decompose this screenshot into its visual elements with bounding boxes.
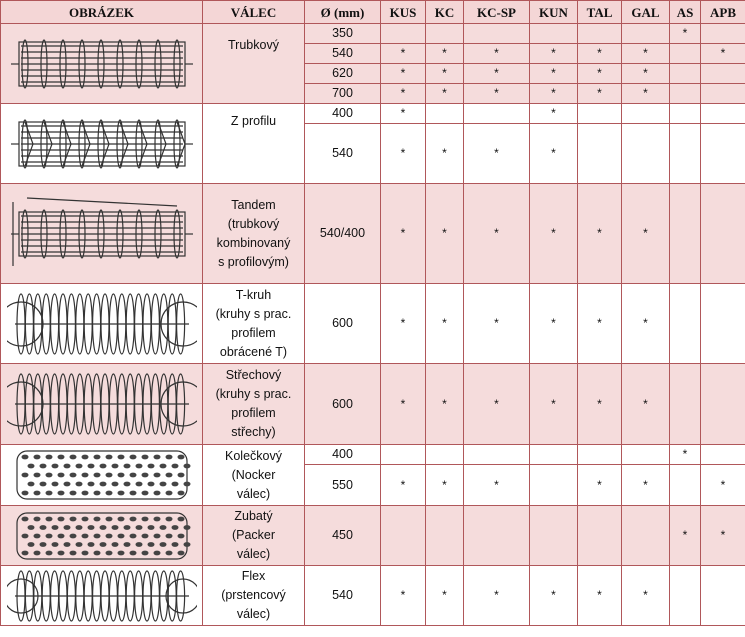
diameter-cell: 540 [305, 44, 381, 64]
compatibility-mark-kun: * [530, 184, 578, 284]
compatibility-mark-kun: * [530, 84, 578, 104]
roller-image-cell [1, 24, 203, 104]
compatibility-mark-as [670, 44, 701, 64]
roof-ring-roller-icon [7, 365, 197, 443]
tube-roller-icon [7, 27, 197, 101]
roller-name-line: Trubkový [228, 38, 279, 52]
compatibility-mark-kun [530, 24, 578, 44]
table-row [1, 506, 745, 566]
compatibility-mark-kun [530, 506, 578, 566]
compatibility-mark-apb [701, 184, 745, 284]
compatibility-mark-kc [426, 506, 464, 566]
compatibility-mark-apb [701, 64, 745, 84]
compatibility-mark-kus: * [381, 364, 426, 445]
compatibility-mark-kus: * [381, 284, 426, 364]
compatibility-mark-apb [701, 284, 745, 364]
compatibility-mark-kc: * [426, 84, 464, 104]
diameter-cell: 540/400 [305, 184, 381, 284]
roller-name-cell [203, 104, 305, 184]
compatibility-mark-kus: * [381, 184, 426, 284]
compatibility-mark-apb [701, 445, 745, 465]
tandem-roller-icon [7, 185, 197, 283]
compatibility-mark-gal [622, 24, 670, 44]
compatibility-mark-kus [381, 506, 426, 566]
compatibility-mark-kc-sp: * [464, 84, 530, 104]
roller-name-line: kombinovaný [216, 235, 291, 250]
roller-name-cell [203, 445, 305, 506]
compatibility-mark-gal [622, 445, 670, 465]
header-kus: KUS [381, 1, 426, 24]
compatibility-mark-apb [701, 364, 745, 445]
header-kun: KUN [530, 1, 578, 24]
compatibility-mark-gal: * [622, 284, 670, 364]
header-row [1, 1, 745, 24]
compatibility-mark-kus: * [381, 104, 426, 124]
roller-name-cell [203, 364, 305, 445]
roller-name-line: profilem [231, 406, 276, 420]
compatibility-mark-kun: * [530, 64, 578, 84]
compatibility-mark-as [670, 566, 701, 626]
compatibility-mark-gal [622, 124, 670, 184]
roller-image-cell [1, 284, 203, 364]
compatibility-mark-kus [381, 24, 426, 44]
header-gal: GAL [622, 1, 670, 24]
compatibility-mark-kus: * [381, 84, 426, 104]
roller-name-cell [203, 24, 305, 104]
compatibility-mark-kc: * [426, 566, 464, 626]
compatibility-mark-kc-sp: * [464, 184, 530, 284]
header-kc: KC [426, 1, 464, 24]
compatibility-mark-kus: * [381, 566, 426, 626]
compatibility-mark-tal [578, 24, 622, 44]
table-row [1, 284, 745, 364]
compatibility-mark-kc: * [426, 44, 464, 64]
compatibility-mark-as [670, 184, 701, 284]
header-kc-sp: KC-SP [464, 1, 530, 24]
roller-name-line: střechy) [231, 425, 276, 439]
compatibility-mark-kc-sp [464, 24, 530, 44]
roller-name-line: s profilovým) [218, 254, 289, 269]
roller-name-line: (kruhy s prac. [215, 306, 292, 321]
compatibility-mark-apb [701, 24, 745, 44]
roller-name-line: Zubatý [234, 509, 273, 523]
compatibility-mark-tal: * [578, 364, 622, 445]
compatibility-mark-kc-sp: * [464, 465, 530, 506]
compatibility-mark-kc-sp: * [464, 44, 530, 64]
packer-roller-icon [7, 507, 197, 565]
diameter-cell: 700 [305, 84, 381, 104]
roller-name-line: Střechový [225, 368, 282, 382]
compatibility-mark-kc [426, 24, 464, 44]
compatibility-mark-kc: * [426, 465, 464, 506]
compatibility-mark-kun: * [530, 104, 578, 124]
compatibility-mark-kc: * [426, 284, 464, 364]
compatibility-mark-kc-sp: * [464, 64, 530, 84]
roller-name-line: Flex [241, 569, 266, 583]
compatibility-mark-apb: * [701, 465, 745, 506]
compatibility-mark-tal [578, 104, 622, 124]
compatibility-mark-kc-sp: * [464, 284, 530, 364]
compatibility-mark-tal: * [578, 465, 622, 506]
compatibility-mark-kc: * [426, 364, 464, 445]
compatibility-mark-tal [578, 445, 622, 465]
compatibility-mark-kc [426, 445, 464, 465]
roller-name-cell [203, 506, 305, 566]
compatibility-mark-kus: * [381, 465, 426, 506]
roller-name-line: válec) [236, 607, 271, 621]
compatibility-mark-gal [622, 506, 670, 566]
diameter-cell: 600 [305, 364, 381, 445]
diameter-cell: 400 [305, 445, 381, 465]
compatibility-mark-tal [578, 506, 622, 566]
diameter-cell: 540 [305, 124, 381, 184]
table-row [1, 566, 745, 626]
roller-name-line: obrácené T) [219, 344, 288, 359]
compatibility-mark-apb: * [701, 44, 745, 64]
compatibility-mark-gal: * [622, 465, 670, 506]
roller-name-line: Kolečkový [225, 448, 282, 463]
table-row [1, 445, 745, 465]
roller-name-line: profilem [231, 325, 276, 340]
compatibility-mark-kun: * [530, 566, 578, 626]
header-diameter: Ø (mm) [305, 1, 381, 24]
header-apb: APB [701, 1, 745, 24]
compatibility-mark-kun [530, 445, 578, 465]
compatibility-mark-as: * [670, 445, 701, 465]
roller-name-line: (prstencový [221, 588, 286, 602]
diameter-cell: 450 [305, 506, 381, 566]
compatibility-mark-kc-sp [464, 104, 530, 124]
compatibility-mark-kc: * [426, 184, 464, 284]
compatibility-mark-kc-sp: * [464, 566, 530, 626]
compatibility-mark-as: * [670, 24, 701, 44]
compatibility-mark-apb [701, 566, 745, 626]
roller-name-cell [203, 566, 305, 626]
roller-name-line: (kruhy s prac. [215, 387, 292, 401]
compatibility-mark-tal [578, 124, 622, 184]
compatibility-mark-kun: * [530, 44, 578, 64]
roller-name-line: (trubkový [227, 216, 280, 231]
roller-image-cell [1, 506, 203, 566]
compatibility-mark-kc [426, 104, 464, 124]
compatibility-mark-as [670, 284, 701, 364]
compatibility-mark-as [670, 64, 701, 84]
compatibility-mark-as [670, 124, 701, 184]
diameter-cell: 620 [305, 64, 381, 84]
compatibility-mark-kc: * [426, 124, 464, 184]
header-as: AS [670, 1, 701, 24]
compatibility-mark-kc-sp: * [464, 364, 530, 445]
compatibility-mark-as [670, 465, 701, 506]
roller-name-cell [203, 284, 305, 364]
roller-name-line: válec) [236, 547, 271, 561]
roller-name-line: Tandem [231, 197, 276, 212]
compatibility-mark-kc-sp [464, 506, 530, 566]
compatibility-mark-apb [701, 104, 745, 124]
diameter-cell: 350 [305, 24, 381, 44]
compatibility-mark-as: * [670, 506, 701, 566]
nocker-roller-icon [7, 445, 197, 505]
diameter-cell: 600 [305, 284, 381, 364]
compatibility-mark-kus: * [381, 44, 426, 64]
compatibility-mark-kun: * [530, 124, 578, 184]
compatibility-mark-gal: * [622, 184, 670, 284]
compatibility-mark-kun: * [530, 364, 578, 445]
compatibility-mark-gal: * [622, 364, 670, 445]
roller-name-line: válec) [236, 486, 271, 501]
roller-image-cell [1, 184, 203, 284]
roller-image-cell [1, 566, 203, 626]
roller-image-cell [1, 445, 203, 506]
compatibility-mark-as [670, 84, 701, 104]
compatibility-mark-kus: * [381, 64, 426, 84]
roller-name-line: Z profilu [230, 114, 277, 128]
compatibility-mark-gal: * [622, 64, 670, 84]
compatibility-mark-kun [530, 465, 578, 506]
compatibility-mark-tal: * [578, 44, 622, 64]
roller-image-cell [1, 364, 203, 445]
table-row [1, 24, 745, 44]
compatibility-mark-as [670, 364, 701, 445]
compatibility-mark-gal: * [622, 566, 670, 626]
compatibility-mark-gal [622, 104, 670, 124]
compatibility-mark-tal: * [578, 184, 622, 284]
compatibility-mark-kc: * [426, 64, 464, 84]
header-valec: VÁLEC [203, 1, 305, 24]
roller-name-cell [203, 184, 305, 284]
compatibility-mark-gal: * [622, 44, 670, 64]
z-profile-roller-icon [7, 105, 197, 183]
t-ring-roller-icon [7, 285, 197, 363]
header-obrazek: OBRÁZEK [1, 1, 203, 24]
diameter-cell: 540 [305, 566, 381, 626]
roller-name-line: T-kruh [235, 287, 272, 302]
compatibility-mark-kun: * [530, 284, 578, 364]
compatibility-mark-tal: * [578, 84, 622, 104]
compatibility-mark-kus: * [381, 124, 426, 184]
compatibility-mark-tal: * [578, 566, 622, 626]
diameter-cell: 550 [305, 465, 381, 506]
header-tal: TAL [578, 1, 622, 24]
compatibility-mark-apb [701, 84, 745, 104]
compatibility-mark-gal: * [622, 84, 670, 104]
compatibility-mark-apb [701, 124, 745, 184]
table-row [1, 184, 745, 284]
compatibility-mark-tal: * [578, 64, 622, 84]
compatibility-mark-apb: * [701, 506, 745, 566]
roller-name-line: (Packer [231, 528, 276, 542]
table-row [1, 364, 745, 445]
compatibility-mark-kus [381, 445, 426, 465]
compatibility-mark-as [670, 104, 701, 124]
compatibility-mark-kc-sp [464, 445, 530, 465]
compatibility-mark-tal: * [578, 284, 622, 364]
diameter-cell: 400 [305, 104, 381, 124]
roller-name-line: (Nocker [231, 467, 276, 482]
compatibility-mark-kc-sp: * [464, 124, 530, 184]
roller-image-cell [1, 104, 203, 184]
table-row [1, 104, 745, 124]
flex-roller-icon [7, 567, 197, 625]
